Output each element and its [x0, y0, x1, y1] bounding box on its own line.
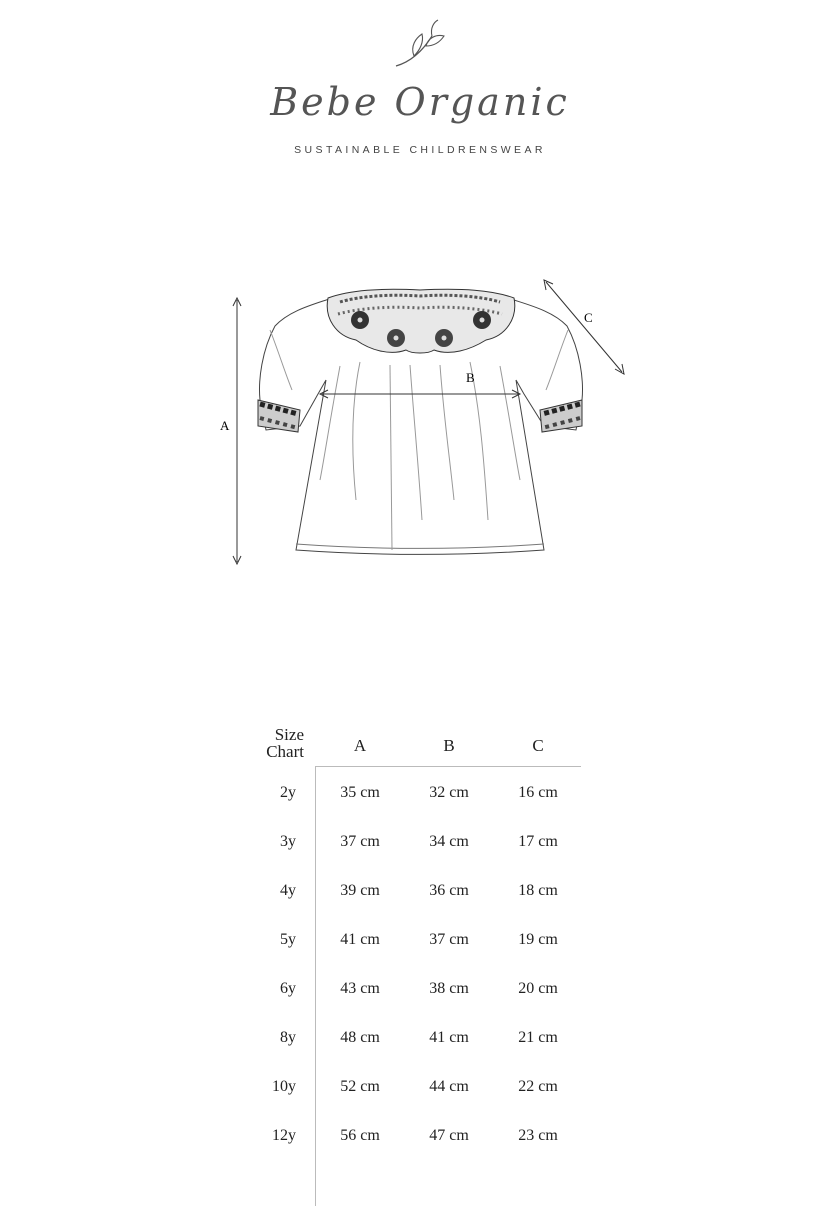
table-row	[246, 980, 586, 1029]
cell-a: 39 cm	[340, 882, 380, 899]
cell-a: 35 cm	[340, 784, 380, 801]
table-row	[246, 882, 586, 931]
cell-b: 36 cm	[429, 882, 469, 899]
size-chart-header-line2: Chart	[266, 742, 304, 761]
cell-c: 17 cm	[518, 833, 558, 850]
column-header-b: B	[443, 736, 455, 755]
cell-a: 43 cm	[340, 980, 380, 997]
cell-a: 52 cm	[340, 1078, 380, 1095]
cell-c: 19 cm	[518, 931, 558, 948]
cell-b: 44 cm	[429, 1078, 469, 1095]
measure-b-label: B	[466, 370, 475, 385]
cell-a: 37 cm	[340, 833, 380, 850]
table-row	[246, 784, 586, 833]
row-size: 12y	[272, 1127, 296, 1144]
measure-a-arrow	[233, 298, 241, 564]
table-header	[246, 722, 586, 766]
cell-b: 47 cm	[429, 1127, 469, 1144]
row-size: 3y	[280, 833, 296, 850]
cell-b: 41 cm	[429, 1029, 469, 1046]
cell-c: 22 cm	[518, 1078, 558, 1095]
cell-c: 21 cm	[518, 1029, 558, 1046]
garment-cuffs	[258, 400, 582, 432]
table-row	[246, 1127, 586, 1176]
table-row	[246, 833, 586, 882]
size-chart-header	[246, 726, 304, 760]
measure-c-label: C	[584, 310, 593, 325]
cell-c: 20 cm	[518, 980, 558, 997]
row-size: 10y	[272, 1078, 296, 1095]
row-size: 6y	[280, 980, 296, 997]
cell-b: 32 cm	[429, 784, 469, 801]
garment-collar	[327, 289, 515, 353]
row-size: 2y	[280, 784, 296, 801]
table-row	[246, 1029, 586, 1078]
row-size: 5y	[280, 931, 296, 948]
measure-b-arrow	[320, 390, 520, 398]
brand-tagline: SUSTAINABLE CHILDRENSWEAR	[294, 144, 546, 156]
garment-diagram	[200, 270, 640, 590]
cell-a: 48 cm	[340, 1029, 380, 1046]
measure-a-label: A	[220, 418, 230, 433]
cell-b: 37 cm	[429, 931, 469, 948]
cell-b: 38 cm	[429, 980, 469, 997]
brand-name: Bebe Organic	[270, 80, 570, 124]
leaf-sprig-icon	[392, 16, 452, 72]
measure-c-arrow	[544, 280, 624, 374]
size-chart-header-line1: Size	[274, 725, 304, 744]
cell-a: 56 cm	[340, 1127, 380, 1144]
row-size: 8y	[280, 1029, 296, 1046]
table-row	[246, 931, 586, 980]
column-header-a: A	[353, 736, 367, 755]
brand-header	[0, 0, 840, 170]
cell-c: 18 cm	[518, 882, 558, 899]
cell-c: 23 cm	[518, 1127, 558, 1144]
cell-b: 34 cm	[429, 833, 469, 850]
row-size: 4y	[280, 882, 296, 899]
cell-a: 41 cm	[340, 931, 380, 948]
column-header-c: C	[532, 736, 544, 755]
cell-c: 16 cm	[518, 784, 558, 801]
table-row	[246, 1078, 586, 1127]
table-divider-horizontal	[315, 766, 581, 767]
